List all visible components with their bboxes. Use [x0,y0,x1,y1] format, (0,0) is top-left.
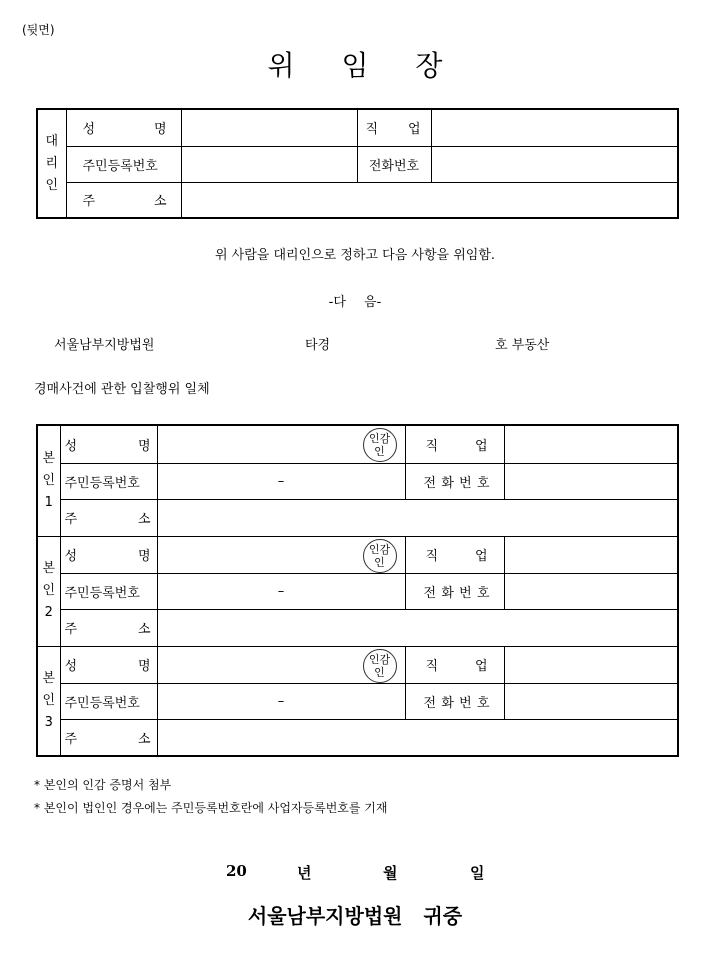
principal-2-phone-label: 전 화 번 호 [405,573,504,609]
principal-3-label: 본 인 3 [37,646,60,756]
principal-3-name-field[interactable] [157,646,405,683]
seal-stamp-mark: 인감 인 [363,428,397,462]
note-corporation: * 본인이 법인인 경우에는 주민등록번호란에 사업자등록번호를 기재 [34,801,388,815]
case-type: 타경 [305,338,331,353]
principal-2-label: 본 인 2 [37,536,60,646]
principal-table [36,424,679,757]
principal-2-job-field[interactable] [504,536,678,573]
principal-1-address-label: 주 소 [60,499,157,536]
agent-side-label [37,109,66,218]
principal-3-name-label: 성 명 [60,646,157,683]
agent-phone-field[interactable] [431,146,678,182]
delegated-matter: 경매사건에 관한 입찰행위 일체 [34,382,210,397]
principal-1-id-label: 주민등록번호 [60,463,157,499]
principal-3-job-label: 직 업 [405,646,504,683]
principal-1-phone-field[interactable] [504,463,678,499]
da-eum: -다 음- [328,295,382,310]
date-year-unit: 년 [297,864,312,882]
principal-3-address-field[interactable] [157,719,678,756]
principal-2-id-field[interactable]: – [157,573,405,609]
seal-stamp-mark: 인감 인 [363,649,397,683]
principal-2-name-label: 성 명 [60,536,157,573]
principal-1-name-label: 성 명 [60,425,157,463]
agent-job-field[interactable] [431,109,678,146]
delegation-sentence: 위 사람을 대리인으로 정하고 다음 사항을 위임함. [214,248,496,263]
agent-id-label: 주민등록번호 [66,146,181,182]
case-suffix: 호 부동산 [495,338,550,353]
agent-address-field[interactable] [181,182,678,218]
agent-phone-label: 전화번호 [357,146,431,182]
principal-1-job-label: 직 업 [405,425,504,463]
principal-3-job-field[interactable] [504,646,678,683]
agent-name-field[interactable] [181,109,357,146]
side-char: 리 [45,155,59,171]
corner-note: (뒷면) [22,23,55,37]
principal-2-address-field[interactable] [157,609,678,646]
principal-2-job-label: 직 업 [405,536,504,573]
principal-1-address-field[interactable] [157,499,678,536]
side-char: 인 [45,177,59,193]
principal-3-phone-field[interactable] [504,683,678,719]
principal-1-job-field[interactable] [504,425,678,463]
agent-address-label: 주 소 [66,182,181,218]
principal-1-phone-label: 전 화 번 호 [405,463,504,499]
principal-3-id-label: 주민등록번호 [60,683,157,719]
principal-2-phone-field[interactable] [504,573,678,609]
court-name: 서울남부지방법원 [54,338,155,353]
principal-2-address-label: 주 소 [60,609,157,646]
seal-stamp-mark: 인감 인 [363,539,397,573]
principal-1-name-field[interactable] [157,425,405,463]
principal-1-id-field[interactable]: – [157,463,405,499]
principal-3-phone-label: 전 화 번 호 [405,683,504,719]
agent-id-field[interactable] [181,146,357,182]
principal-1-label: 본 인 1 [37,425,60,536]
page-title: 위 임 장 [267,49,443,82]
date-day-unit: 일 [470,864,485,882]
agent-job-label: 직 업 [357,109,431,146]
principal-2-id-label: 주민등록번호 [60,573,157,609]
principal-3-address-label: 주 소 [60,719,157,756]
date-month-unit: 월 [383,864,398,882]
principal-2-name-field[interactable] [157,536,405,573]
principal-3-id-field[interactable]: – [157,683,405,719]
agent-name-label: 성 명 [66,109,181,146]
addressee-court: 서울남부지방법원 귀중 [247,904,463,928]
agent-table [36,108,679,219]
side-char: 대 [45,133,59,149]
note-seal-certificate: * 본인의 인감 증명서 첨부 [34,778,172,792]
date-year: 20 [226,862,247,880]
